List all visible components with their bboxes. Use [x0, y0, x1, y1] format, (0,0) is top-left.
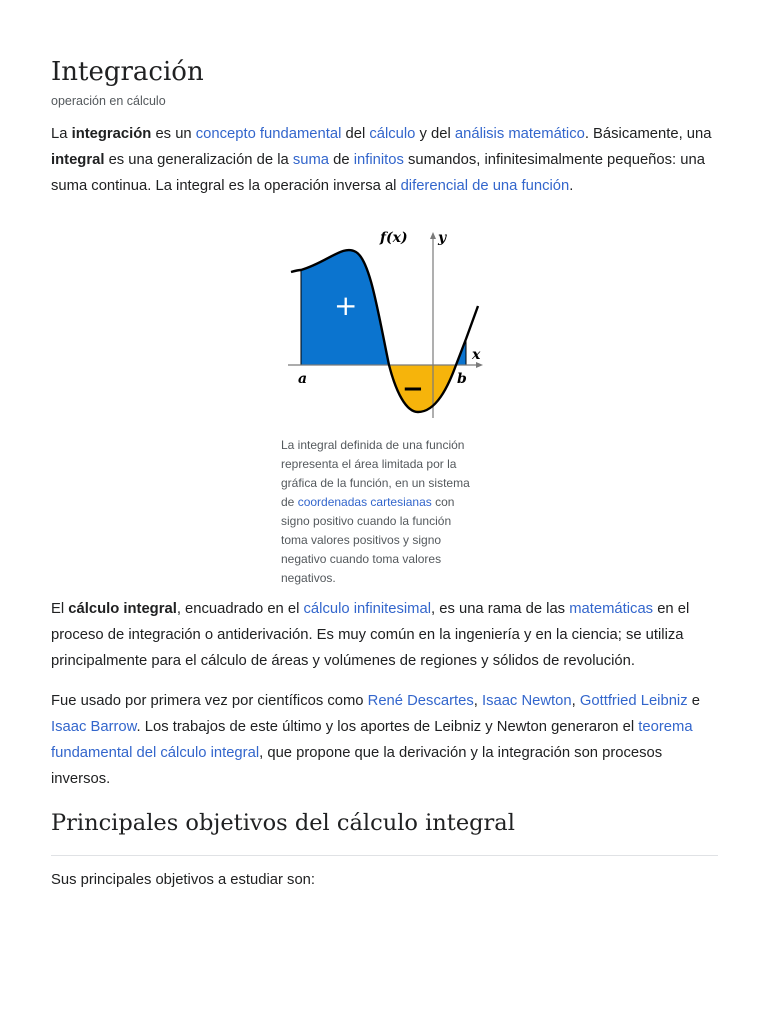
text: La integral definida de una función representa el área limitada por la gráfica de la función, en un sistema de [281, 438, 470, 509]
text: del [341, 126, 370, 142]
bold-term: integral [51, 152, 105, 168]
link-diferencial[interactable]: diferencial de una función [400, 178, 570, 194]
figure-caption [281, 436, 477, 588]
bold-term: cálculo integral [68, 601, 177, 617]
link-calculo-infinitesimal[interactable]: cálculo infinitesimal [303, 601, 432, 617]
section-intro-text: Sus principales objetivos a estudiar son: [51, 872, 316, 888]
link-rene-descartes[interactable]: René Descartes [367, 693, 474, 709]
text: , [473, 693, 482, 709]
history-paragraph [51, 688, 718, 792]
text: es una generalización de la [104, 152, 293, 168]
link-isaac-newton[interactable]: Isaac Newton [481, 693, 572, 709]
text: , [571, 693, 580, 709]
link-matematicas[interactable]: matemáticas [569, 601, 654, 617]
text: y del [415, 126, 455, 142]
text: , encuadrado en el [176, 601, 304, 617]
link-calculo[interactable]: cálculo [369, 126, 416, 142]
minus-sign: − [402, 374, 424, 404]
intro-paragraph [51, 121, 718, 199]
text: , que propone que la derivación y la integración son procesos inversos. [51, 745, 663, 787]
link-isaac-barrow[interactable]: Isaac Barrow [51, 719, 137, 735]
a-label: a [298, 371, 308, 387]
section-heading: Principales objetivos del cálculo integral [51, 810, 515, 836]
link-gottfried-leibniz[interactable]: Gottfried Leibniz [579, 693, 688, 709]
x-axis-label: x [472, 347, 481, 363]
text: . [569, 178, 574, 194]
bold-term: integración [71, 126, 152, 142]
link-coordenadas-cartesianas[interactable]: coordenadas cartesianas [297, 495, 432, 509]
text: sumandos, infinitesimalmente pequeños: una suma continua. La integral es la operación inversa al [51, 152, 705, 194]
y-axis-arrow [430, 232, 436, 239]
link-infinitos[interactable]: infinitos [353, 152, 404, 168]
text: Fue usado por primera vez por científicos como [51, 693, 368, 709]
text: de [329, 152, 354, 168]
section-divider [51, 855, 718, 856]
text: e [687, 693, 700, 709]
fx-label: f(x) [380, 230, 408, 246]
page-subtitle: operación en cálculo [51, 94, 166, 108]
page-title: Integración [51, 57, 204, 87]
text: La [51, 126, 72, 142]
link-teorema-fundamental[interactable]: teorema fundamental del cálculo integral [51, 719, 693, 761]
text: con signo positivo cuando la función toma valores positivos y signo negativo cuando toma valores negativos. [281, 495, 455, 585]
text: , es una rama de las [431, 601, 570, 617]
text: El [51, 601, 69, 617]
b-label: b [457, 371, 467, 387]
plus-sign: + [334, 289, 358, 322]
link-suma[interactable]: suma [292, 152, 330, 168]
calculo-integral-paragraph [51, 596, 718, 674]
y-axis-label: y [438, 230, 447, 246]
text: . Los trabajos de este último y los aportes de Leibniz y Newton generaron el [136, 719, 639, 735]
integral-diagram [288, 222, 483, 432]
text: es un [151, 126, 196, 142]
link-concepto-fundamental[interactable]: concepto fundamental [195, 126, 342, 142]
integral-figure [288, 222, 483, 432]
link-analisis-matematico[interactable]: análisis matemático [454, 126, 585, 142]
text: en el proceso de integración o antiderivación. Es muy común en la ingeniería y en la ciencia; se utiliza principalmente para el cálculo de áreas y volúmenes de regiones y sólidos de revolución. [51, 601, 690, 669]
text: . Básicamente, una [584, 126, 712, 142]
